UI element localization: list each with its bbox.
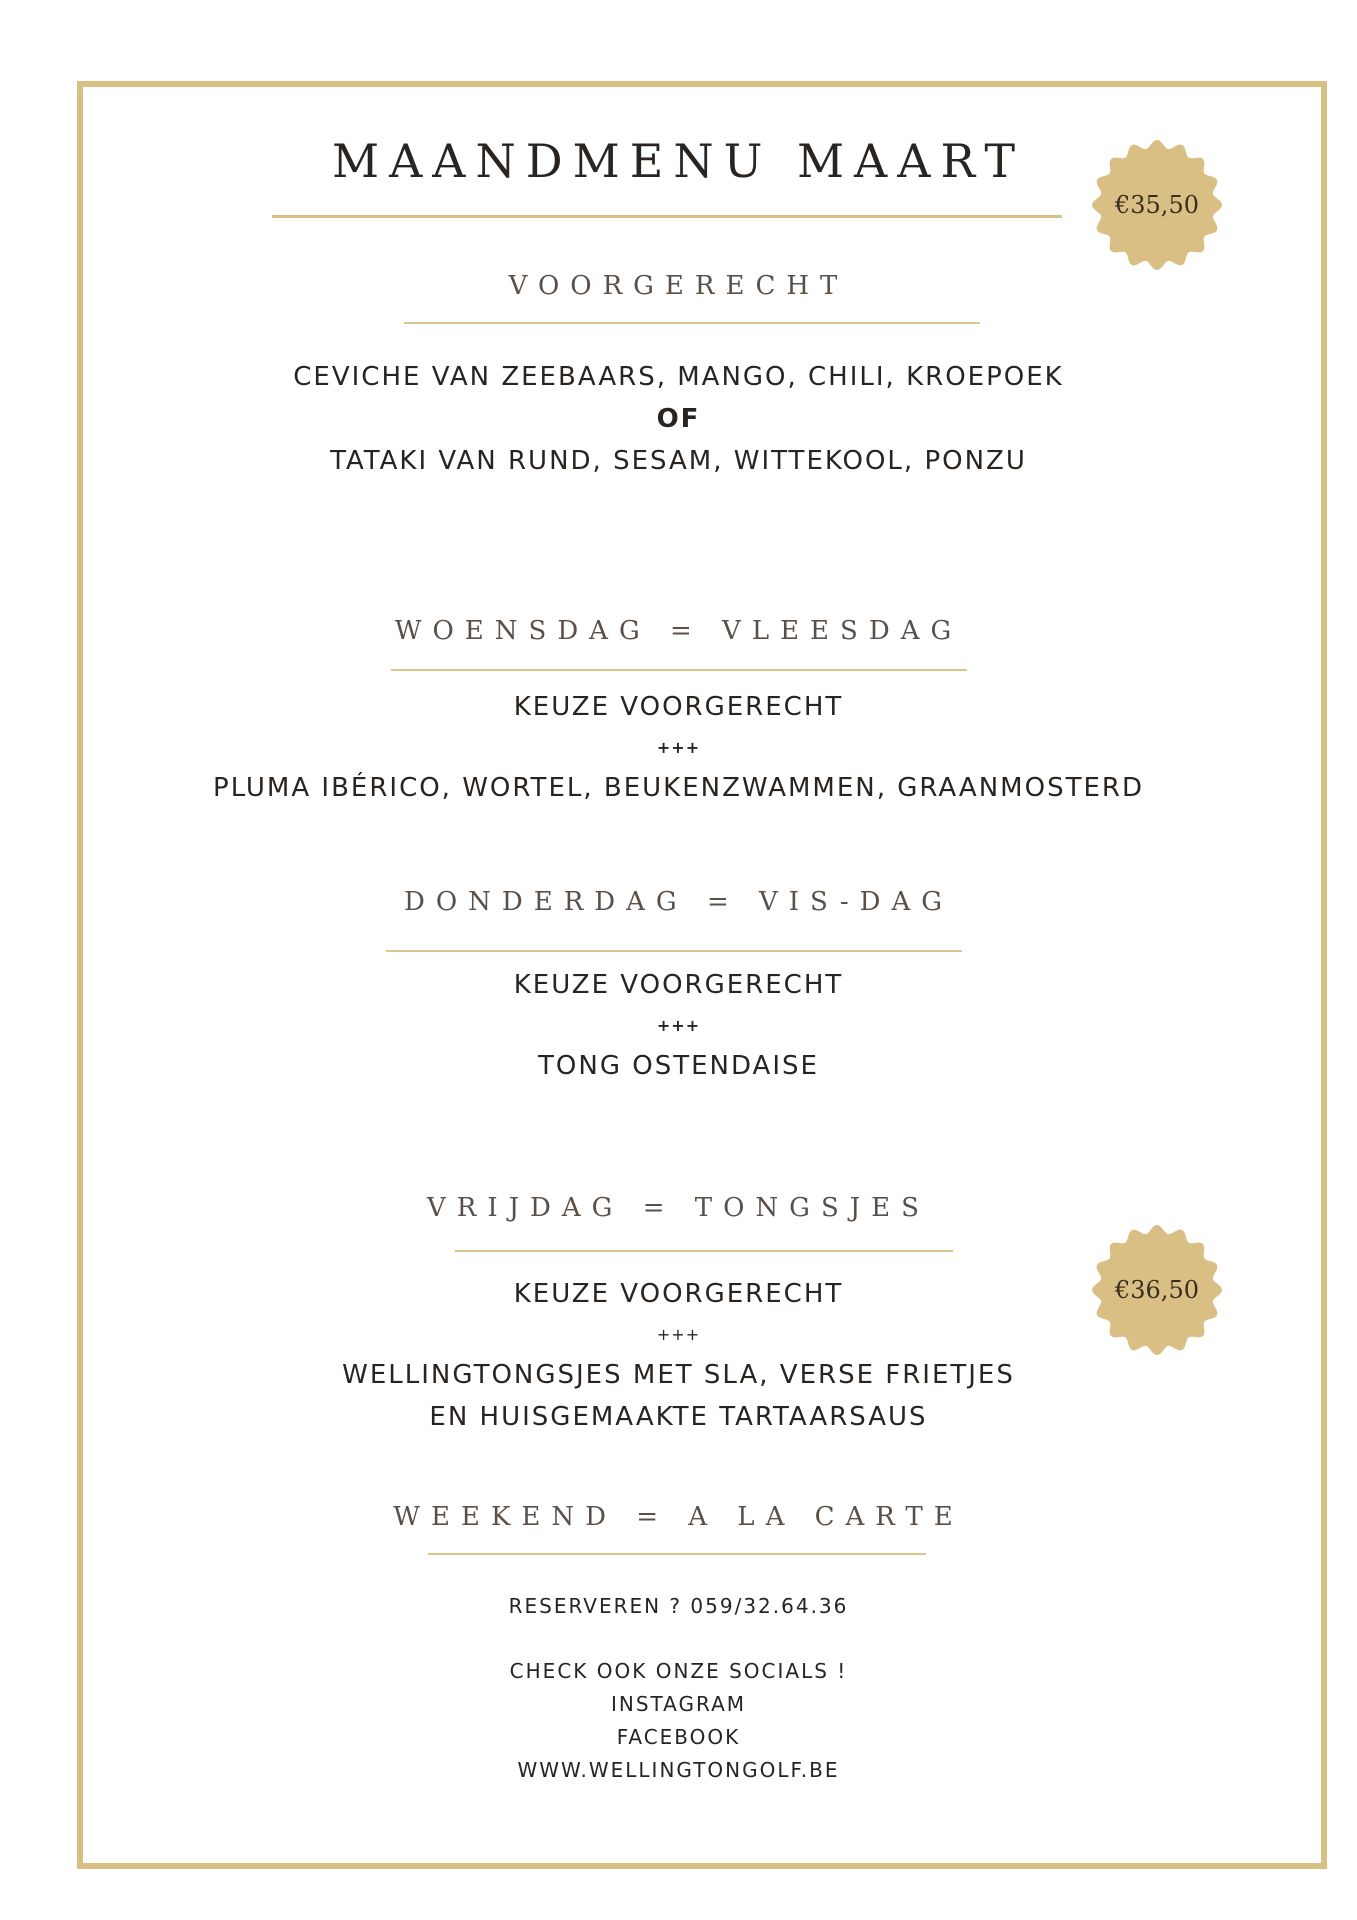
price-badge-2-label: €36,50 xyxy=(1115,1276,1199,1304)
reservation-line: RESERVEREN ? 059/32.64.36 xyxy=(508,1594,849,1618)
dish-line: KEUZE VOORGERECHT xyxy=(513,1279,844,1309)
dish-line: WELLINGTONGSJES MET SLA, VERSE FRIETJES xyxy=(342,1360,1015,1390)
section-heading-vrijdag: VRIJDAG = TONGSJES xyxy=(427,1193,930,1223)
facebook-link[interactable]: FACEBOOK xyxy=(616,1725,741,1749)
section-divider xyxy=(391,669,967,671)
dish-line: TATAKI VAN RUND, SESAM, WITTEKOOL, PONZU xyxy=(330,446,1027,476)
dish-separator: +++ xyxy=(656,1016,701,1035)
instagram-link[interactable]: INSTAGRAM xyxy=(610,1692,747,1716)
section-divider xyxy=(404,322,980,324)
price-badge-2 xyxy=(1090,1223,1224,1357)
title-divider xyxy=(272,215,1062,218)
website-link[interactable]: WWW.WELLINGTONGOLF.BE xyxy=(517,1758,840,1782)
dish-line: KEUZE VOORGERECHT xyxy=(513,970,844,1000)
section-heading-donderdag: DONDERDAG = VIS-DAG xyxy=(403,887,953,917)
section-heading-woensdag: WOENSDAG = VLEESDAG xyxy=(394,616,963,646)
section-divider xyxy=(428,1553,926,1555)
section-divider xyxy=(455,1250,953,1252)
price-badge-1-label: €35,50 xyxy=(1115,191,1199,219)
section-divider xyxy=(386,950,962,952)
dish-separator: +++ xyxy=(656,1325,701,1344)
section-heading-weekend: WEEKEND = A LA CARTE xyxy=(393,1502,964,1532)
dish-line: EN HUISGEMAAKTE TARTAARSAUS xyxy=(429,1402,928,1432)
price-badge-1 xyxy=(1090,138,1224,272)
dish-line: PLUMA IBÉRICO, WORTEL, BEUKENZWAMMEN, GRAANMOSTERD xyxy=(213,773,1144,803)
dish-separator: OF xyxy=(656,404,701,434)
dish-line: CEVICHE VAN ZEEBAARS, MANGO, CHILI, KROEPOEK xyxy=(293,362,1064,392)
socials-line: CHECK OOK ONZE SOCIALS ! xyxy=(509,1659,848,1683)
dish-line: KEUZE VOORGERECHT xyxy=(513,692,844,722)
dish-separator: +++ xyxy=(656,738,701,757)
menu-title: MAANDMENU MAART xyxy=(331,134,1026,188)
section-heading-voorgerecht: VOORGERECHT xyxy=(508,271,849,301)
dish-line: TONG OSTENDAISE xyxy=(538,1051,819,1081)
